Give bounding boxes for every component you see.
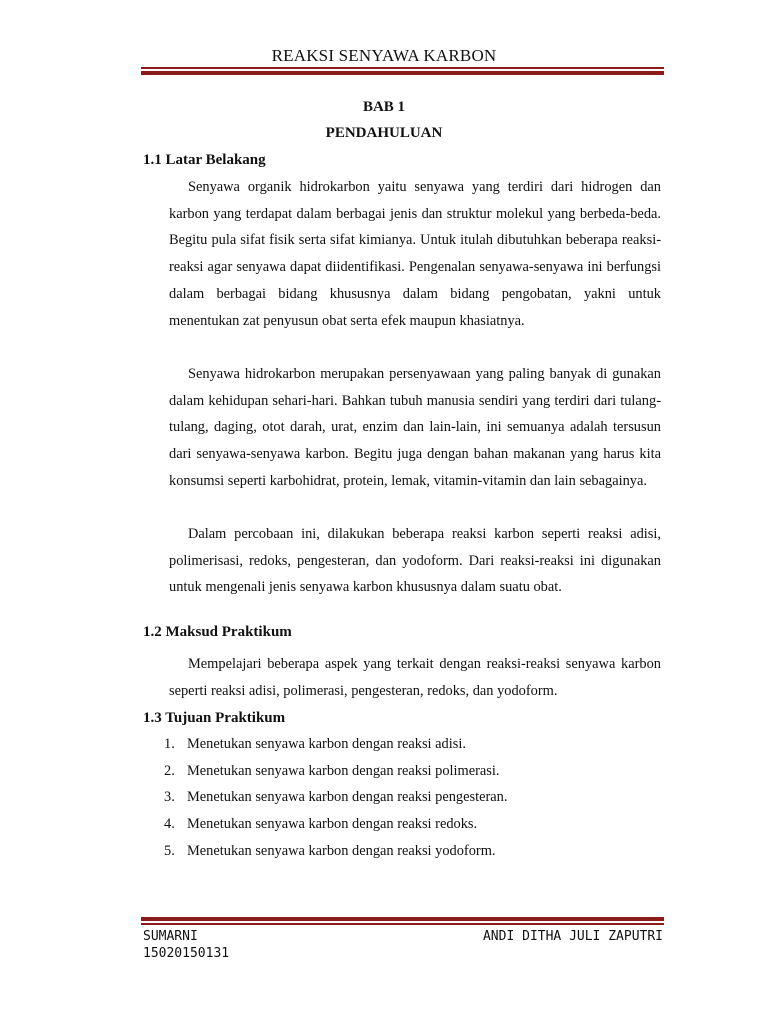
- paragraph-latar-3: Dalam percobaan ini, dilakukan beberapa reaksi karbon seperti reaksi adisi, polimerisasi, redoks, pengesteran, dan yodoform. Dari reaksi-reaksi ini digunakan untuk mengenali jenis senyawa karbon khususnya dalam suatu obat.: [169, 526, 661, 596]
- chapter-number: BAB 1: [362, 99, 406, 115]
- footer-author-id: 15020150131: [143, 946, 230, 961]
- list-item: 2. Menetukan senyawa karbon dengan reaksi polimerasi.: [164, 762, 500, 779]
- section-heading-tujuan-praktikum: 1.3 Tujuan Praktikum: [143, 710, 286, 726]
- paragraph-maksud: Mempelajari beberapa aspek yang terkait dengan reaksi-reaksi senyawa karbon seperti reaksi adisi, polimerasi, pengesteran, redoks, dan yodoform.: [169, 656, 661, 699]
- list-item: 3. Menetukan senyawa karbon dengan reaksi pengesteran.: [164, 789, 508, 806]
- header-rule: [141, 67, 664, 75]
- footer-rule: [141, 917, 664, 925]
- section-heading-maksud-praktikum: 1.2 Maksud Praktikum: [143, 624, 292, 640]
- paragraph-latar-1: Senyawa organik hidrokarbon yaitu senyawa yang terdiri dari hidrogen dan karbon yang terdapat dalam berbagai jenis dan struktur molekul yang berbeda-beda. Begitu pula sifat fisik serta sifat kimianya. Untuk itulah dibutuhkan beberapa reaksi-reaksi agar senyawa dapat diidentifikasi. Pengenalan senyawa-senyawa ini berfungsi dalam berbagai bidang khususnya dalam bidang pengobatan, yakni untuk menentukan zat penyusun obat serta efek maupun khasiatnya.: [169, 179, 661, 329]
- section-heading-latar-belakang: 1.1 Latar Belakang: [143, 152, 266, 168]
- list-item: 4. Menetukan senyawa karbon dengan reaksi redoks.: [164, 816, 478, 833]
- running-header-title: REAKSI SENYAWA KARBON: [271, 46, 497, 65]
- footer-author-name: SUMARNI: [143, 929, 198, 944]
- list-item: 1. Menetukan senyawa karbon dengan reaksi adisi.: [164, 736, 466, 752]
- paragraph-latar-2: Senyawa hidrokarbon merupakan persenyawaan yang paling banyak di gunakan dalam kehidupan sehari-hari. Bahkan tubuh manusia sendiri yang terdiri dari tulang-tulang, daging, otot darah, urat, enzim dan lain-lain, ini semuanya adalah tersusun dari senyawa-senyawa karbon. Begitu juga dengan bahan makanan yang harus kita konsumsi seperti karbohidrat, protein, lemak, vitamin-vitamin dan lain sebagainya.: [169, 366, 661, 489]
- footer-left-author: [143, 928, 229, 962]
- list-item: 5. Menetukan senyawa karbon dengan reaksi yodoform.: [164, 842, 496, 859]
- footer-right-author: [483, 928, 663, 945]
- footer-coauthor-name: ANDI DITHA JULI ZAPUTRI: [482, 929, 663, 944]
- chapter-title: PENDAHULUAN: [325, 125, 443, 141]
- tujuan-list: [143, 731, 663, 864]
